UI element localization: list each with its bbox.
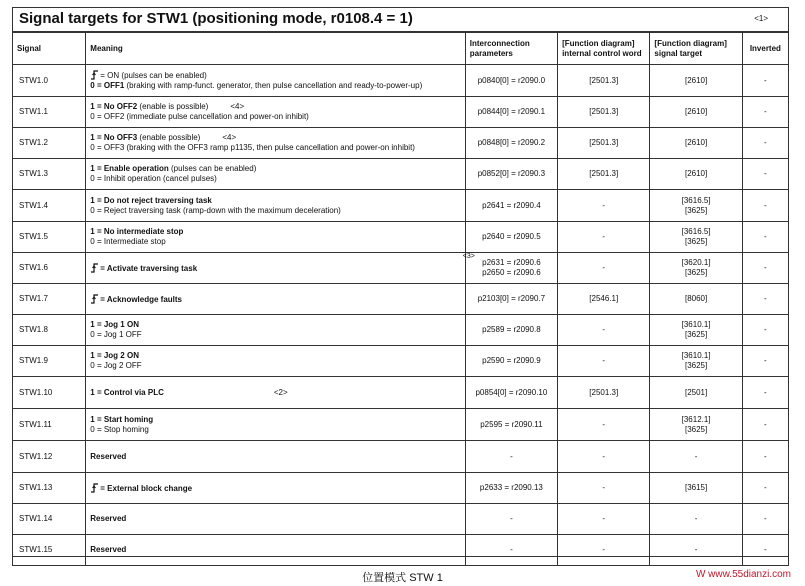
cell-fd-internal: [2501.3]: [558, 97, 650, 128]
cell-inverted: -: [742, 473, 788, 504]
cell-meaning: [86, 253, 465, 284]
watermark-text: W www.55dianzi.com: [695, 569, 791, 580]
cell-meaning: [86, 377, 465, 409]
cell-fd-internal: [2501.3]: [558, 159, 650, 190]
cell-interconnection: p2595 = r2090.11: [465, 409, 557, 441]
cell-fd-target-line: [3612.1]: [681, 414, 711, 424]
table-row: [13, 315, 789, 346]
header-interconnection: Interconnection parameters: [465, 33, 557, 65]
cell-inverted: -: [742, 315, 788, 346]
cell-fd-target: [2610]: [650, 65, 742, 97]
meaning-bold: 1 = No intermediate stop: [90, 227, 184, 236]
cell-interconnection-line: p2631 = r2090.6: [482, 258, 541, 267]
cell-signal: STW1.2: [13, 128, 86, 159]
cell-inverted: -: [742, 535, 788, 566]
meaning-text: 0 = Reject traversing task (ramp-down with the maximum deceleration): [90, 205, 341, 215]
meaning-line-1: [90, 227, 460, 237]
cell-signal: STW1.14: [13, 504, 86, 535]
cell-fd-target-line: [3616.5]: [681, 227, 711, 236]
cell-interconnection: p0852[0] = r2090.3: [465, 159, 557, 190]
cell-meaning: [86, 315, 465, 346]
cell-interconnection: -: [465, 504, 557, 535]
cell-inverted: -: [742, 504, 788, 535]
cell-inverted: -: [742, 65, 788, 97]
cell-fd-internal: -: [558, 190, 650, 222]
cell-signal: STW1.9: [13, 346, 86, 377]
footnote-ref: <4>: [222, 133, 237, 142]
footnote-ref: <3>: [462, 253, 475, 260]
cell-inverted: -: [742, 253, 788, 284]
cell-meaning: [86, 504, 465, 535]
meaning-bold: 1 = Enable operation: [90, 164, 169, 173]
cell-fd-internal: -: [558, 315, 650, 346]
cell-interconnection: p2633 = r2090.13: [465, 473, 557, 504]
cell-fd-target: [2501]: [650, 377, 742, 409]
cell-signal: STW1.8: [13, 315, 86, 346]
cell-fd-target-line: [3610.1]: [681, 351, 711, 360]
cell-interconnection: p0840[0] = r2090.0: [465, 65, 557, 97]
meaning-line-1: [90, 545, 460, 555]
footnote-ref: <2>: [273, 387, 288, 397]
cell-inverted: -: [742, 222, 788, 253]
meaning-bold: = Acknowledge faults: [100, 294, 183, 304]
meaning-text: 0 = OFF3 (braking with the OFF3 ramp p1135, then pulse cancellation and power-on inhibit): [90, 143, 415, 152]
cell-meaning: [86, 284, 465, 315]
meaning-text: (braking with ramp-funct. generator, then pulse cancellation and ready-to-power-up): [124, 81, 423, 90]
cell-signal: STW1.3: [13, 159, 86, 190]
cell-meaning: [86, 535, 465, 566]
signal-table-sheet: [12, 7, 789, 557]
meaning-text: 0 = Jog 2 OFF: [90, 361, 142, 370]
cell-interconnection: p0848[0] = r2090.2: [465, 128, 557, 159]
cell-meaning: [86, 441, 465, 473]
meaning-line-1: [90, 133, 460, 143]
table-row: [13, 222, 789, 253]
meaning-bold: Reserved: [90, 545, 127, 554]
footnote-ref: <4>: [230, 102, 245, 111]
table-row: [13, 253, 789, 284]
meaning-text: (enable possible): [137, 133, 201, 142]
cell-signal: STW1.0: [13, 65, 86, 97]
cell-fd-target: [650, 190, 742, 222]
table-row: [13, 535, 789, 566]
table-row: [13, 284, 789, 315]
meaning-line-2: [90, 143, 460, 153]
cell-fd-target: -: [650, 441, 742, 473]
cell-meaning: [86, 97, 465, 128]
cell-signal: STW1.15: [13, 535, 86, 566]
cell-inverted: -: [742, 441, 788, 473]
cell-fd-target-line: [3625]: [684, 424, 708, 434]
cell-interconnection: p2641 = r2090.4: [465, 190, 557, 222]
cell-inverted: -: [742, 409, 788, 441]
table-row: [13, 97, 789, 128]
meaning-text: = ON (pulses can be enabled): [100, 71, 207, 80]
table-row: [13, 409, 789, 441]
cell-inverted: -: [742, 377, 788, 409]
signal-targets-table: [12, 32, 789, 566]
cell-fd-target: [650, 409, 742, 441]
meaning-bold: 1 = No OFF2: [90, 102, 138, 111]
cell-fd-target-line: [3625]: [684, 205, 708, 215]
cell-meaning: [86, 473, 465, 504]
meaning-line-1: [90, 415, 460, 425]
meaning-text: 0 = OFF2 (immediate pulse cancellation and power-on inhibit): [90, 112, 309, 121]
meaning-line-2: [90, 174, 460, 184]
cell-fd-target: [3615]: [650, 473, 742, 504]
cell-signal: STW1.7: [13, 284, 86, 315]
cell-meaning: [86, 222, 465, 253]
meaning-line-2: [90, 112, 460, 122]
rising-edge-icon: [90, 70, 99, 80]
cell-signal: STW1.1: [13, 97, 86, 128]
meaning-bold: Reserved: [90, 514, 127, 523]
cell-fd-target-line: [3625]: [684, 330, 708, 339]
cell-signal: STW1.11: [13, 409, 86, 441]
table-row: [13, 128, 789, 159]
meaning-line-1: [90, 514, 460, 524]
meaning-line-2: [90, 330, 460, 340]
table-row: [13, 65, 789, 97]
meaning-bold: 1 = Jog 1 ON: [90, 320, 139, 329]
cell-fd-target: [650, 222, 742, 253]
table-row: [13, 190, 789, 222]
cell-fd-target: [2610]: [650, 159, 742, 190]
title-footnote-ref: <1>: [754, 14, 768, 23]
meaning-line-1: [90, 263, 460, 274]
meaning-text: 0 = Stop homing: [90, 424, 149, 434]
meaning-line-1: [90, 294, 460, 305]
rising-edge-icon: [90, 263, 99, 273]
cell-fd-target-line: [3625]: [684, 361, 708, 370]
meaning-line-2: [90, 361, 460, 371]
cell-inverted: -: [742, 97, 788, 128]
cell-signal: STW1.13: [13, 473, 86, 504]
meaning-bold: 1 = Start homing: [90, 414, 154, 424]
meaning-line-2: [90, 425, 460, 435]
cell-inverted: -: [742, 128, 788, 159]
cell-inverted: -: [742, 346, 788, 377]
header-fd-target: [Function diagram] signal target: [650, 33, 742, 65]
cell-fd-internal: [2501.3]: [558, 128, 650, 159]
meaning-text: 0 = Jog 1 OFF: [90, 330, 142, 339]
cell-inverted: -: [742, 159, 788, 190]
meaning-line-1: [90, 483, 460, 494]
cell-fd-internal: -: [558, 441, 650, 473]
cell-fd-internal: -: [558, 222, 650, 253]
table-row: [13, 346, 789, 377]
meaning-line-2: [90, 237, 460, 247]
cell-inverted: -: [742, 284, 788, 315]
meaning-text: (enable is possible): [137, 102, 209, 111]
page-title: Signal targets for STW1 (positioning mode, r0108.4 = 1): [19, 10, 413, 27]
cell-meaning: [86, 346, 465, 377]
meaning-line-1: [90, 452, 460, 462]
cell-fd-target-line: [3625]: [684, 237, 708, 246]
table-row: [13, 473, 789, 504]
cell-interconnection: -: [465, 535, 557, 566]
table-body: [13, 65, 789, 566]
cell-fd-target-line: [3625]: [684, 268, 708, 277]
meaning-text: (pulses can be enabled): [168, 164, 257, 173]
cell-meaning: [86, 159, 465, 190]
cell-fd-target: -: [650, 535, 742, 566]
cell-fd-target-line: [3610.1]: [681, 320, 711, 329]
meaning-bold: = Activate traversing task: [100, 263, 198, 273]
cell-meaning: [86, 128, 465, 159]
table-header-row: [13, 33, 789, 65]
cell-fd-target: [650, 315, 742, 346]
cell-interconnection: p2589 = r2090.8: [465, 315, 557, 346]
meaning-line-1: [90, 164, 460, 174]
cell-fd-target: [650, 346, 742, 377]
figure-caption: 位置模式 STW 1: [362, 572, 443, 584]
header-fd-internal: [Function diagram] internal control word: [558, 33, 650, 65]
meaning-bold: 1 = Jog 2 ON: [90, 351, 139, 360]
cell-fd-internal: [2501.3]: [558, 377, 650, 409]
cell-interconnection: -: [465, 441, 557, 473]
cell-fd-target: [2610]: [650, 97, 742, 128]
table-row: [13, 441, 789, 473]
cell-fd-internal: -: [558, 473, 650, 504]
header-signal: Signal: [13, 33, 86, 65]
cell-fd-target: -: [650, 504, 742, 535]
meaning-text: 0 = Inhibit operation (cancel pulses): [90, 174, 217, 183]
cell-signal: STW1.12: [13, 441, 86, 473]
cell-fd-internal: -: [558, 504, 650, 535]
header-meaning: Meaning: [86, 33, 465, 65]
cell-inverted: -: [742, 190, 788, 222]
cell-fd-target: [8060]: [650, 284, 742, 315]
meaning-bold: 1 = Control via PLC: [90, 387, 164, 397]
meaning-line-1: [90, 70, 460, 81]
meaning-bold: 0 = OFF1: [90, 81, 125, 90]
meaning-line-1: [90, 196, 460, 206]
cell-fd-internal: [2501.3]: [558, 65, 650, 97]
meaning-line-1: [90, 351, 460, 361]
cell-fd-internal: [2546.1]: [558, 284, 650, 315]
cell-fd-internal: -: [558, 346, 650, 377]
cell-fd-target: [650, 253, 742, 284]
meaning-text: 0 = Intermediate stop: [90, 237, 166, 246]
table-row: [13, 159, 789, 190]
table-row: [13, 377, 789, 409]
cell-fd-target-line: [3616.5]: [681, 195, 711, 205]
cell-signal: STW1.4: [13, 190, 86, 222]
cell-interconnection: p2640 = r2090.5: [465, 222, 557, 253]
cell-interconnection: p0844[0] = r2090.1: [465, 97, 557, 128]
meaning-bold: Reserved: [90, 451, 127, 461]
cell-signal: STW1.5: [13, 222, 86, 253]
cell-fd-internal: -: [558, 253, 650, 284]
meaning-line-2: [90, 81, 460, 91]
cell-meaning: [86, 190, 465, 222]
table-row: [13, 504, 789, 535]
title-bar: [13, 8, 788, 32]
meaning-bold: 1 = No OFF3: [90, 133, 138, 142]
cell-interconnection: p2590 = r2090.9: [465, 346, 557, 377]
cell-fd-internal: -: [558, 535, 650, 566]
rising-edge-icon: [90, 294, 99, 304]
meaning-bold: 1 = Do not reject traversing task: [90, 195, 212, 205]
cell-fd-target: [2610]: [650, 128, 742, 159]
cell-interconnection: p2103[0] = r2090.7: [465, 284, 557, 315]
cell-interconnection-line: p2650 = r2090.6: [482, 268, 541, 277]
meaning-line-1: [90, 102, 460, 112]
cell-interconnection: [462, 253, 557, 284]
cell-fd-internal: -: [558, 409, 650, 441]
cell-meaning: [86, 65, 465, 97]
meaning-line-1: [90, 388, 460, 398]
cell-interconnection: p0854[0] = r2090.10: [465, 377, 557, 409]
cell-signal: STW1.10: [13, 377, 86, 409]
cell-signal: STW1.6: [13, 253, 86, 284]
header-inverted: Inverted: [742, 33, 788, 65]
meaning-line-2: [90, 206, 460, 216]
cell-meaning: [86, 409, 465, 441]
cell-fd-target-line: [3620.1]: [681, 258, 711, 267]
meaning-line-1: [90, 320, 460, 330]
rising-edge-icon: [90, 483, 99, 493]
meaning-bold: = External block change: [100, 483, 193, 493]
